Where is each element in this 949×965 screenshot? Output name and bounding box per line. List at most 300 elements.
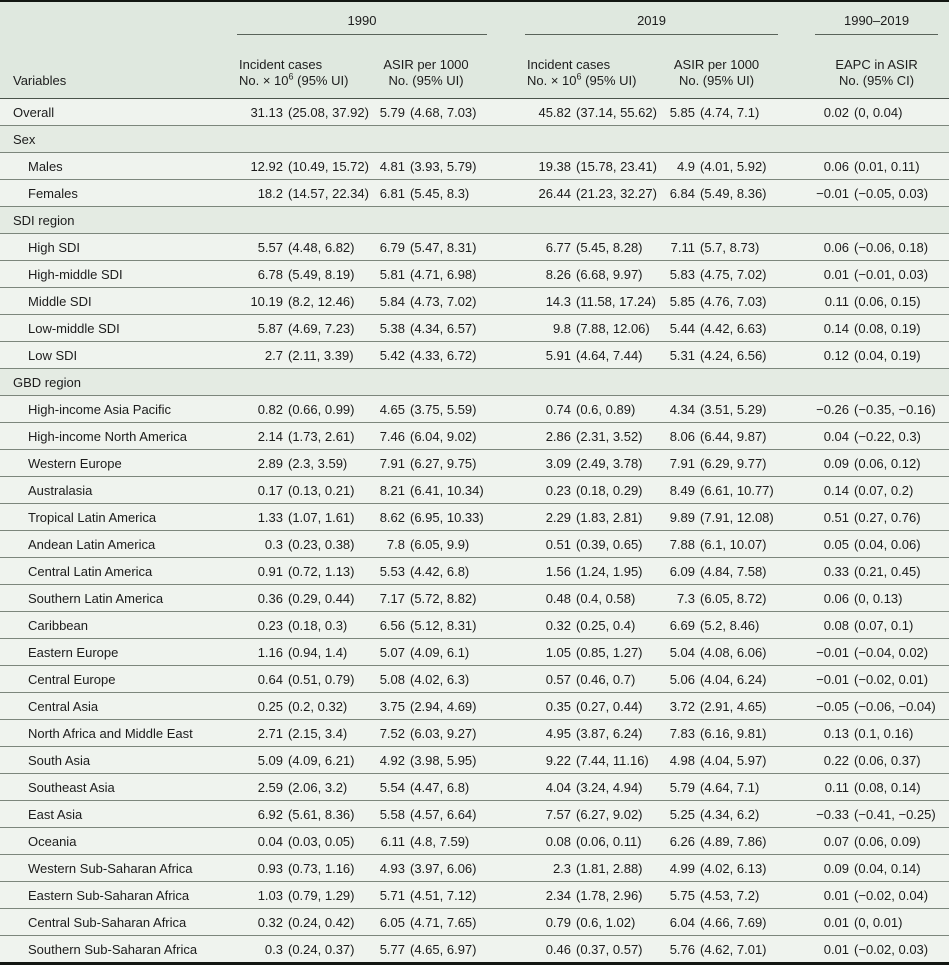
uncertainty-interval: (4.73, 7.02) xyxy=(410,293,477,309)
cell-eapc xyxy=(815,639,949,666)
group-gap xyxy=(487,2,525,35)
cell-eapc xyxy=(815,747,949,774)
row-label: Southern Sub-Saharan Africa xyxy=(0,936,237,963)
value: 5.44 xyxy=(669,320,696,336)
cell-2019-asir xyxy=(655,396,778,423)
cell-2019-incident xyxy=(525,504,655,531)
column-gap xyxy=(778,477,815,504)
cell-1990-asir xyxy=(365,666,487,693)
uncertainty-interval: (6.04, 9.02) xyxy=(410,428,477,444)
value: 5.07 xyxy=(379,644,405,660)
cell-1990-asir xyxy=(365,234,487,261)
cell-2019-asir xyxy=(655,288,778,315)
uncertainty-interval: (1.07, 1.61) xyxy=(288,509,355,525)
cell-2019-asir xyxy=(655,558,778,585)
column-gap xyxy=(778,639,815,666)
uncertainty-interval: (25.08, 37.92) xyxy=(288,104,369,120)
column-gap xyxy=(487,693,525,720)
value: 0.36 xyxy=(257,590,283,606)
cell-eapc xyxy=(815,828,949,855)
table-row xyxy=(0,450,949,477)
row-label: High-income Asia Pacific xyxy=(0,396,237,423)
value: 5.42 xyxy=(379,347,405,363)
value: 0.01 xyxy=(823,887,850,903)
row-label: North Africa and Middle East xyxy=(0,720,237,747)
uncertainty-interval: (0.04, 0.19) xyxy=(854,347,921,363)
cell-2019-incident xyxy=(525,882,655,909)
uncertainty-interval: (−0.04, 0.02) xyxy=(854,644,929,660)
row-label: Males xyxy=(0,153,237,180)
uncertainty-interval: (6.05, 8.72) xyxy=(700,590,767,606)
uncertainty-interval: (6.29, 9.77) xyxy=(700,455,767,471)
value: 0.51 xyxy=(545,536,572,552)
cell-1990-asir xyxy=(365,774,487,801)
value: 0.3 xyxy=(264,536,283,552)
row-label: Eastern Sub-Saharan Africa xyxy=(0,882,237,909)
value: 4.95 xyxy=(545,725,572,741)
uncertainty-interval: (0.24, 0.42) xyxy=(288,914,355,930)
value: 8.21 xyxy=(379,482,405,498)
uncertainty-interval: (5.49, 8.19) xyxy=(288,266,355,282)
uncertainty-interval: (6.27, 9.02) xyxy=(576,806,643,822)
col-group-2019-label: 2019 xyxy=(637,13,666,28)
cell-2019-incident xyxy=(525,234,655,261)
uncertainty-interval: (21.23, 32.27) xyxy=(576,185,657,201)
cell-1990-incident xyxy=(237,720,365,747)
uncertainty-interval: (0.27, 0.44) xyxy=(576,698,643,714)
value: 0.51 xyxy=(823,509,850,525)
incidence-asir-table xyxy=(0,2,949,962)
cell-2019-asir xyxy=(655,639,778,666)
uncertainty-interval: (0.06, 0.11) xyxy=(576,833,642,849)
cell-eapc xyxy=(815,801,949,828)
column-gap xyxy=(778,261,815,288)
value: 0.91 xyxy=(257,563,283,579)
value: 5.84 xyxy=(379,293,405,309)
column-gap xyxy=(487,639,525,666)
row-label: High-middle SDI xyxy=(0,261,237,288)
value: 0.04 xyxy=(823,428,850,444)
value: 0.12 xyxy=(823,347,850,363)
value: 6.26 xyxy=(669,833,696,849)
uncertainty-interval: (0.1, 0.16) xyxy=(854,725,914,741)
value: 0.14 xyxy=(823,482,850,498)
uncertainty-interval: (0, 0.04) xyxy=(854,104,903,120)
table-row xyxy=(0,774,949,801)
value: 5.57 xyxy=(257,239,283,255)
value: 2.71 xyxy=(257,725,283,741)
value: 12.92 xyxy=(250,158,283,174)
value: 0.79 xyxy=(545,914,572,930)
cell-1990-incident xyxy=(237,180,369,207)
value: 6.04 xyxy=(669,914,696,930)
uncertainty-interval: (0.07, 0.1) xyxy=(854,617,914,633)
cell-1990-incident xyxy=(237,261,365,288)
cell-1990-asir xyxy=(365,531,487,558)
value: 5.85 xyxy=(669,104,696,120)
cell-1990-asir xyxy=(365,153,487,180)
value: 4.81 xyxy=(379,158,405,174)
cell-eapc xyxy=(815,153,949,180)
uncertainty-interval: (5.7, 8.73) xyxy=(700,239,760,255)
column-gap xyxy=(778,288,815,315)
cell-2019-asir xyxy=(655,99,778,126)
column-gap xyxy=(778,180,815,207)
cell-eapc xyxy=(815,261,949,288)
cell-1990-incident xyxy=(237,477,365,504)
column-gap xyxy=(778,720,815,747)
cell-2019-incident xyxy=(525,261,655,288)
uncertainty-interval: (5.61, 8.36) xyxy=(288,806,355,822)
column-gap xyxy=(487,99,525,126)
cell-eapc xyxy=(815,342,949,369)
cell-1990-asir xyxy=(365,99,487,126)
uncertainty-interval: (4.02, 6.3) xyxy=(410,671,470,687)
uncertainty-interval: (3.87, 6.24) xyxy=(576,725,643,741)
uncertainty-interval: (−0.06, −0.04) xyxy=(854,698,936,714)
table-row xyxy=(0,909,949,936)
value: 8.62 xyxy=(379,509,405,525)
cell-2019-incident xyxy=(525,342,655,369)
column-gap xyxy=(778,693,815,720)
row-label: Central Europe xyxy=(0,666,237,693)
value: 2.14 xyxy=(257,428,283,444)
uncertainty-interval: (0.04, 0.06) xyxy=(854,536,921,552)
row-label: Oceania xyxy=(0,828,237,855)
uncertainty-interval: (0.18, 0.29) xyxy=(576,482,643,498)
uncertainty-interval: (4.66, 7.69) xyxy=(700,914,767,930)
cell-2019-incident xyxy=(525,801,655,828)
cell-2019-incident xyxy=(525,477,655,504)
value: 0.33 xyxy=(823,563,850,579)
uncertainty-interval: (0.94, 1.4) xyxy=(288,644,348,660)
cell-1990-incident xyxy=(237,531,365,558)
uncertainty-interval: (15.78, 23.41) xyxy=(576,158,657,174)
cell-1990-incident xyxy=(237,855,365,882)
value: 5.04 xyxy=(669,644,696,660)
column-gap xyxy=(778,747,815,774)
uncertainty-interval: (1.83, 2.81) xyxy=(576,509,643,525)
value: 0.23 xyxy=(257,617,283,633)
uncertainty-interval: (6.61, 10.77) xyxy=(700,482,774,498)
cell-2019-asir xyxy=(655,477,778,504)
cell-1990-asir xyxy=(365,288,487,315)
uncertainty-interval: (5.49, 8.36) xyxy=(700,185,767,201)
column-gap xyxy=(487,396,525,423)
value: 5.79 xyxy=(669,779,696,795)
value: 5.38 xyxy=(379,320,405,336)
cell-1990-incident xyxy=(237,450,365,477)
table-row xyxy=(0,180,949,207)
uncertainty-interval: (0.06, 0.37) xyxy=(854,752,921,768)
table-row xyxy=(0,720,949,747)
cell-eapc xyxy=(815,936,949,963)
uncertainty-interval: (2.3, 3.59) xyxy=(288,455,348,471)
value: 6.81 xyxy=(379,185,405,201)
uncertainty-interval: (1.78, 2.96) xyxy=(576,887,643,903)
cell-1990-incident xyxy=(237,882,365,909)
row-label: Australasia xyxy=(0,477,237,504)
column-gap xyxy=(487,747,525,774)
cell-1990-incident xyxy=(237,153,369,180)
value: 3.09 xyxy=(545,455,572,471)
cell-2019-incident xyxy=(525,396,655,423)
value: 0.09 xyxy=(823,455,850,471)
cell-eapc xyxy=(815,315,949,342)
value: 5.53 xyxy=(379,563,405,579)
value: 5.77 xyxy=(379,941,405,957)
cell-eapc xyxy=(815,477,949,504)
table-row xyxy=(0,801,949,828)
value: 8.06 xyxy=(669,428,696,444)
uncertainty-interval: (14.57, 22.34) xyxy=(288,185,369,201)
uncertainty-interval: (4.04, 6.24) xyxy=(700,671,767,687)
cell-eapc xyxy=(815,693,949,720)
row-label: Western Europe xyxy=(0,450,237,477)
value: 0.08 xyxy=(545,833,572,849)
uncertainty-interval: (4.09, 6.21) xyxy=(288,752,355,768)
cell-eapc xyxy=(815,234,949,261)
column-gap xyxy=(778,396,815,423)
value: 0.57 xyxy=(545,671,572,687)
uncertainty-interval: (6.16, 9.81) xyxy=(700,725,767,741)
cell-eapc xyxy=(815,558,949,585)
value: 0.93 xyxy=(257,860,283,876)
uncertainty-interval: (4.04, 5.97) xyxy=(700,752,767,768)
uncertainty-interval: (4.08, 6.06) xyxy=(700,644,767,660)
column-gap xyxy=(487,882,525,909)
cell-2019-asir xyxy=(655,693,778,720)
uncertainty-interval: (4.09, 6.1) xyxy=(410,644,470,660)
cell-1990-asir xyxy=(365,558,487,585)
uncertainty-interval: (4.01, 5.92) xyxy=(700,158,767,174)
value: 7.11 xyxy=(670,239,696,255)
value: 6.05 xyxy=(379,914,405,930)
column-gap xyxy=(487,855,525,882)
uncertainty-interval: (0.66, 0.99) xyxy=(288,401,355,417)
cell-1990-asir xyxy=(365,585,487,612)
column-gap xyxy=(778,666,815,693)
value: 6.92 xyxy=(257,806,283,822)
row-label: High-income North America xyxy=(0,423,237,450)
value: 0.08 xyxy=(823,617,850,633)
uncertainty-interval: (0, 0.13) xyxy=(854,590,903,606)
value: 7.91 xyxy=(379,455,405,471)
uncertainty-interval: (7.88, 12.06) xyxy=(576,320,650,336)
uncertainty-interval: (−0.01, 0.03) xyxy=(854,266,929,282)
cell-1990-asir xyxy=(365,720,487,747)
value: 3.72 xyxy=(669,698,696,714)
table-row xyxy=(0,342,949,369)
cell-eapc xyxy=(815,396,949,423)
column-gap xyxy=(487,720,525,747)
column-gap xyxy=(487,477,525,504)
value: 1.03 xyxy=(257,887,283,903)
column-gap xyxy=(778,450,815,477)
value: 5.31 xyxy=(669,347,696,363)
uncertainty-interval: (4.71, 6.98) xyxy=(410,266,477,282)
uncertainty-interval: (−0.02, 0.03) xyxy=(854,941,929,957)
value: 0.06 xyxy=(823,590,850,606)
column-gap xyxy=(778,936,815,963)
cell-eapc xyxy=(815,666,949,693)
section-label: Sex xyxy=(0,126,949,153)
row-label: Southern Latin America xyxy=(0,585,237,612)
value: 0.32 xyxy=(257,914,283,930)
cell-1990-asir xyxy=(365,612,487,639)
value: 4.9 xyxy=(676,158,696,174)
cell-2019-incident xyxy=(525,828,655,855)
uncertainty-interval: (0.72, 1.13) xyxy=(288,563,355,579)
uncertainty-interval: (−0.05, 0.03) xyxy=(854,185,929,201)
cell-1990-asir xyxy=(365,855,487,882)
column-gap xyxy=(487,234,525,261)
cell-eapc xyxy=(815,99,949,126)
uncertainty-interval: (4.51, 7.12) xyxy=(410,887,477,903)
uncertainty-interval: (4.53, 7.2) xyxy=(700,887,760,903)
uncertainty-interval: (5.47, 8.31) xyxy=(410,239,477,255)
cell-2019-asir xyxy=(655,315,778,342)
cell-1990-asir xyxy=(365,747,487,774)
cell-2019-asir xyxy=(655,774,778,801)
uncertainty-interval: (4.69, 7.23) xyxy=(288,320,355,336)
value: 2.59 xyxy=(257,779,283,795)
column-gap xyxy=(778,855,815,882)
cell-1990-asir xyxy=(365,423,487,450)
cell-1990-incident xyxy=(237,693,365,720)
cell-2019-incident xyxy=(525,315,655,342)
value: 5.87 xyxy=(257,320,283,336)
uncertainty-interval: (6.1, 10.07) xyxy=(700,536,767,552)
table-row xyxy=(0,882,949,909)
uncertainty-interval: (2.49, 3.78) xyxy=(576,455,643,471)
cell-1990-asir xyxy=(365,639,487,666)
table-row xyxy=(0,288,949,315)
cell-2019-incident xyxy=(525,936,655,963)
uncertainty-interval: (0, 0.01) xyxy=(854,914,903,930)
value: −0.01 xyxy=(816,185,850,201)
uncertainty-interval: (11.58, 17.24) xyxy=(576,293,656,309)
cell-1990-asir xyxy=(365,504,487,531)
value: 6.56 xyxy=(379,617,405,633)
row-label: South Asia xyxy=(0,747,237,774)
column-gap xyxy=(778,774,815,801)
uncertainty-interval: (3.97, 6.06) xyxy=(410,860,477,876)
cell-2019-incident xyxy=(525,558,655,585)
cell-2019-incident xyxy=(525,747,655,774)
cell-1990-incident xyxy=(237,909,365,936)
cell-eapc xyxy=(815,855,949,882)
cell-2019-incident xyxy=(525,531,655,558)
uncertainty-interval: (4.71, 7.65) xyxy=(410,914,477,930)
value: −0.01 xyxy=(816,671,850,687)
col-group-1990 xyxy=(237,2,487,35)
cell-1990-asir xyxy=(365,180,487,207)
table-row xyxy=(0,234,949,261)
value: 8.26 xyxy=(545,266,572,282)
column-gap xyxy=(487,585,525,612)
cell-2019-incident xyxy=(525,585,655,612)
row-label: Eastern Europe xyxy=(0,639,237,666)
value: 0.35 xyxy=(545,698,572,714)
value: 0.32 xyxy=(545,617,572,633)
value: 0.02 xyxy=(823,104,850,120)
value: 4.98 xyxy=(669,752,696,768)
uncertainty-interval: (−0.22, 0.3) xyxy=(854,428,921,444)
value: 0.06 xyxy=(823,158,850,174)
header-1990-asir: ASIR per 1000 No. (95% UI) xyxy=(365,35,487,99)
column-gap xyxy=(487,774,525,801)
value: 6.78 xyxy=(257,266,283,282)
row-label: Andean Latin America xyxy=(0,531,237,558)
header-eapc: EAPC in ASIR No. (95% CI) xyxy=(815,35,949,99)
row-label: Middle SDI xyxy=(0,288,237,315)
value: 1.56 xyxy=(545,563,572,579)
row-label: Central Sub-Saharan Africa xyxy=(0,909,237,936)
value: 0.05 xyxy=(823,536,850,552)
cell-2019-asir xyxy=(655,828,778,855)
column-gap xyxy=(487,153,525,180)
cell-1990-asir xyxy=(365,801,487,828)
value: 0.11 xyxy=(824,779,850,795)
table-row xyxy=(0,477,949,504)
table-row xyxy=(0,936,949,963)
table-row xyxy=(0,423,949,450)
uncertainty-interval: (4.42, 6.8) xyxy=(410,563,470,579)
value: 2.89 xyxy=(257,455,283,471)
uncertainty-interval: (5.45, 8.3) xyxy=(410,185,470,201)
cell-eapc xyxy=(815,423,949,450)
column-gap xyxy=(487,909,525,936)
value: 1.05 xyxy=(545,644,572,660)
cell-1990-asir xyxy=(365,261,487,288)
value: 6.11 xyxy=(380,833,405,849)
column-gap xyxy=(778,882,815,909)
column-gap xyxy=(487,666,525,693)
value: 7.3 xyxy=(676,590,696,606)
cell-1990-incident xyxy=(237,747,365,774)
value: 5.85 xyxy=(669,293,696,309)
uncertainty-interval: (37.14, 55.62) xyxy=(576,104,657,120)
column-gap xyxy=(487,342,525,369)
cell-2019-asir xyxy=(655,666,778,693)
uncertainty-interval: (4.02, 6.13) xyxy=(700,860,767,876)
value: 5.75 xyxy=(669,887,696,903)
value: 5.76 xyxy=(669,941,696,957)
column-gap xyxy=(487,450,525,477)
cell-2019-asir xyxy=(655,423,778,450)
value: 7.91 xyxy=(669,455,696,471)
column-gap xyxy=(778,909,815,936)
value: 5.54 xyxy=(379,779,405,795)
group-gap xyxy=(487,35,525,99)
col-group-1990-2019 xyxy=(815,2,949,35)
uncertainty-interval: (1.24, 1.95) xyxy=(576,563,643,579)
group-gap xyxy=(778,2,815,35)
value: 9.89 xyxy=(669,509,696,525)
value: 5.06 xyxy=(669,671,696,687)
section-row xyxy=(0,369,949,396)
uncertainty-interval: (0.2, 0.32) xyxy=(288,698,348,714)
table-row xyxy=(0,531,949,558)
cell-1990-incident xyxy=(237,99,369,126)
uncertainty-interval: (0.27, 0.76) xyxy=(854,509,921,525)
cell-1990-asir xyxy=(365,693,487,720)
uncertainty-interval: (0.29, 0.44) xyxy=(288,590,355,606)
uncertainty-interval: (0.39, 0.65) xyxy=(576,536,643,552)
value: 0.74 xyxy=(545,401,572,417)
group-gap xyxy=(778,35,815,99)
